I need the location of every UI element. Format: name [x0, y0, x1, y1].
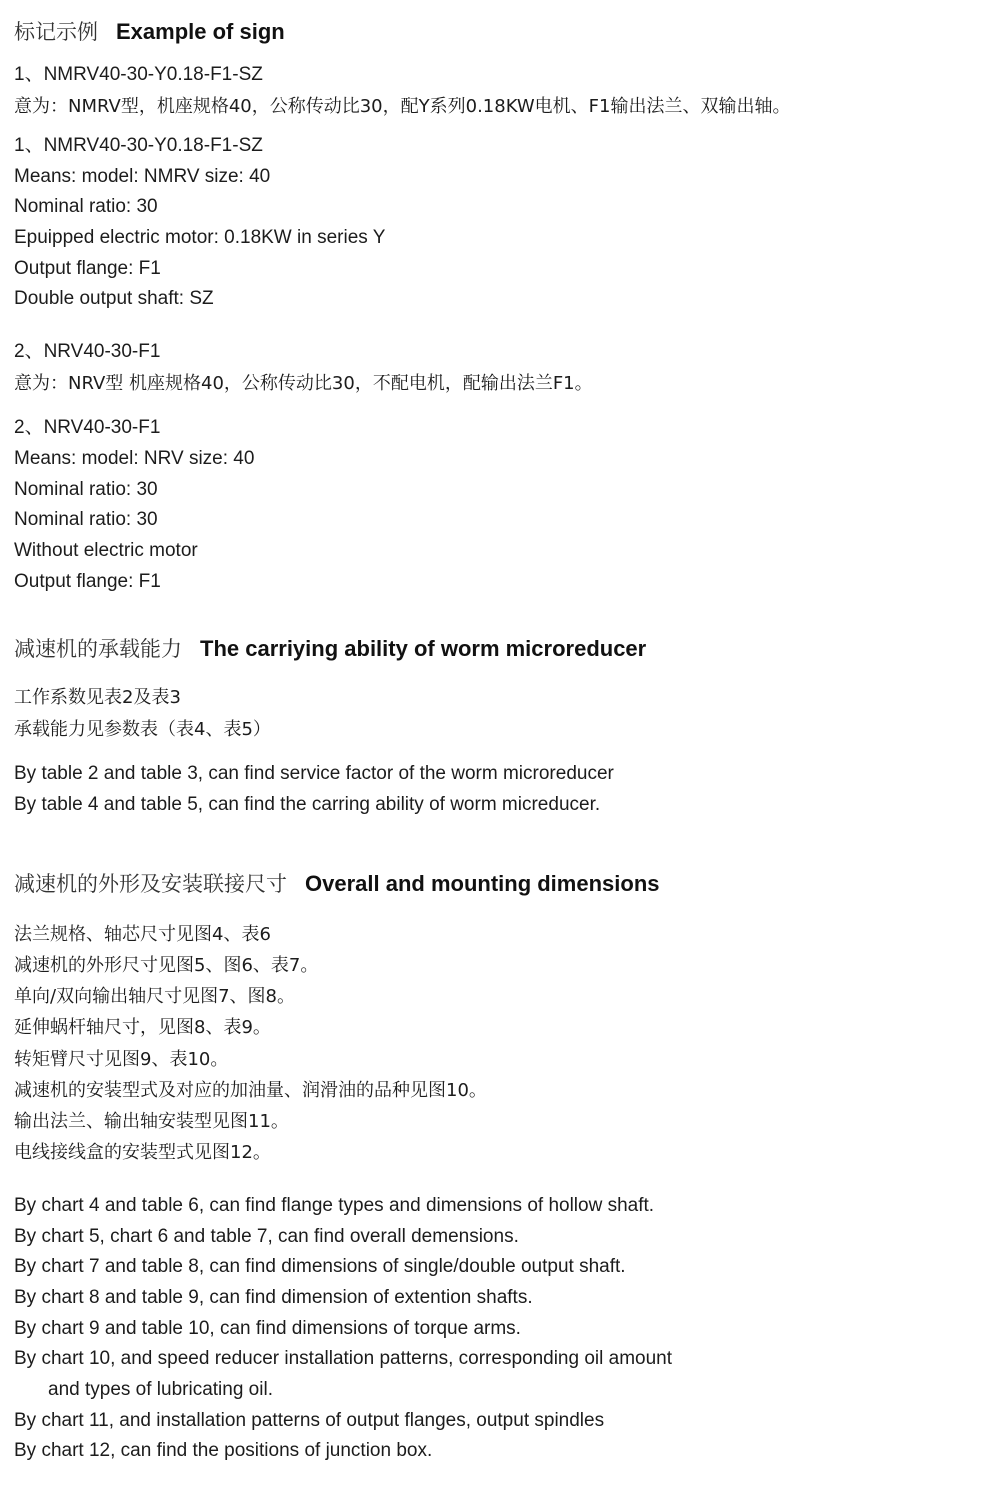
text-line: 减速机的安装型式及对应的加油量、润滑油的品种见图10。: [14, 1080, 487, 1101]
text-line: Output flange: F1: [14, 571, 161, 592]
sign-heading-zh: 标记示例: [14, 20, 98, 44]
capacity-heading: [14, 634, 646, 667]
text-line: Epuipped electric motor: 0.18KW in series Y: [14, 227, 386, 248]
text-line: By chart 9 and table 10, can find dimensions of torque arms.: [14, 1318, 521, 1339]
dimension-heading-zh: 减速机的外形及安装联接尺寸: [14, 872, 287, 896]
text-line: Double output shaft: SZ: [14, 288, 214, 309]
text-line: Means: model: NMRV size: 40: [14, 166, 271, 187]
text-line: 2、NRV40-30-F1: [14, 417, 161, 438]
text-line: 单向/双向输出轴尺寸见图7、图8。: [14, 986, 295, 1007]
text-line: By table 2 and table 3, can find service factor of the worm microreducer: [14, 763, 614, 784]
text-line: Nominal ratio: 30: [14, 479, 158, 500]
text-line: and types of lubricating oil.: [48, 1379, 273, 1400]
text-line: 减速机的外形尺寸见图5、图6、表7。: [14, 955, 319, 976]
text-line: Means: model: NRV size: 40: [14, 448, 255, 469]
text-line: 转矩臂尺寸见图9、表10。: [14, 1049, 229, 1070]
text-line: Output flange: F1: [14, 258, 161, 279]
text-line: By chart 5, chart 6 and table 7, can find overall demensions.: [14, 1226, 519, 1247]
text-line: By chart 10, and speed reducer installation patterns, corresponding oil amount: [14, 1348, 673, 1369]
text-line: 输出法兰、输出轴安装型见图11。: [14, 1111, 289, 1132]
text-line: 意为：NMRV型，机座规格40，公称传动比30，配Y系列0.18KW电机、F1输出法兰、双输出轴。: [14, 96, 791, 117]
text-line: 1、NMRV40-30-Y0.18-F1-SZ: [14, 135, 263, 156]
text-line: 2、NRV40-30-F1: [14, 341, 161, 362]
text-line: 工作系数见表2及表3: [14, 687, 181, 708]
text-line: By chart 4 and table 6, can find flange types and dimensions of hollow shaft.: [14, 1195, 655, 1216]
text-line: 承载能力见参数表（表4、表5）: [14, 719, 271, 740]
text-line: By chart 12, can find the positions of junction box.: [14, 1440, 433, 1461]
dimension-heading-en: Overall and mounting dimensions: [305, 871, 660, 896]
text-line: Nominal ratio: 30: [14, 509, 158, 530]
capacity-heading-zh: 减速机的承载能力: [14, 637, 182, 661]
text-line: 电线接线盒的安装型式见图12。: [14, 1142, 271, 1163]
text-line: By table 4 and table 5, can find the carring ability of worm micreducer.: [14, 794, 601, 815]
sign-heading: [14, 17, 285, 50]
text-line: 延伸蜗杆轴尺寸，见图8、表9。: [14, 1017, 271, 1038]
text-line: By chart 7 and table 8, can find dimensions of single/double output shaft.: [14, 1256, 626, 1277]
text-line: By chart 8 and table 9, can find dimension of extention shafts.: [14, 1287, 533, 1308]
dimension-heading: [14, 869, 660, 902]
text-line: 法兰规格、轴芯尺寸见图4、表6: [14, 924, 271, 945]
sign-heading-en: Example of sign: [116, 19, 285, 44]
text-line: 意为：NRV型 机座规格40，公称传动比30，不配电机，配输出法兰F1。: [14, 373, 593, 394]
capacity-heading-en: The carriying ability of worm microreducer: [200, 636, 647, 661]
text-line: Nominal ratio: 30: [14, 196, 158, 217]
text-line: By chart 11, and installation patterns of output flanges, output spindles: [14, 1410, 605, 1431]
text-line: 1、NMRV40-30-Y0.18-F1-SZ: [14, 64, 263, 85]
text-line: Without electric motor: [14, 540, 198, 561]
